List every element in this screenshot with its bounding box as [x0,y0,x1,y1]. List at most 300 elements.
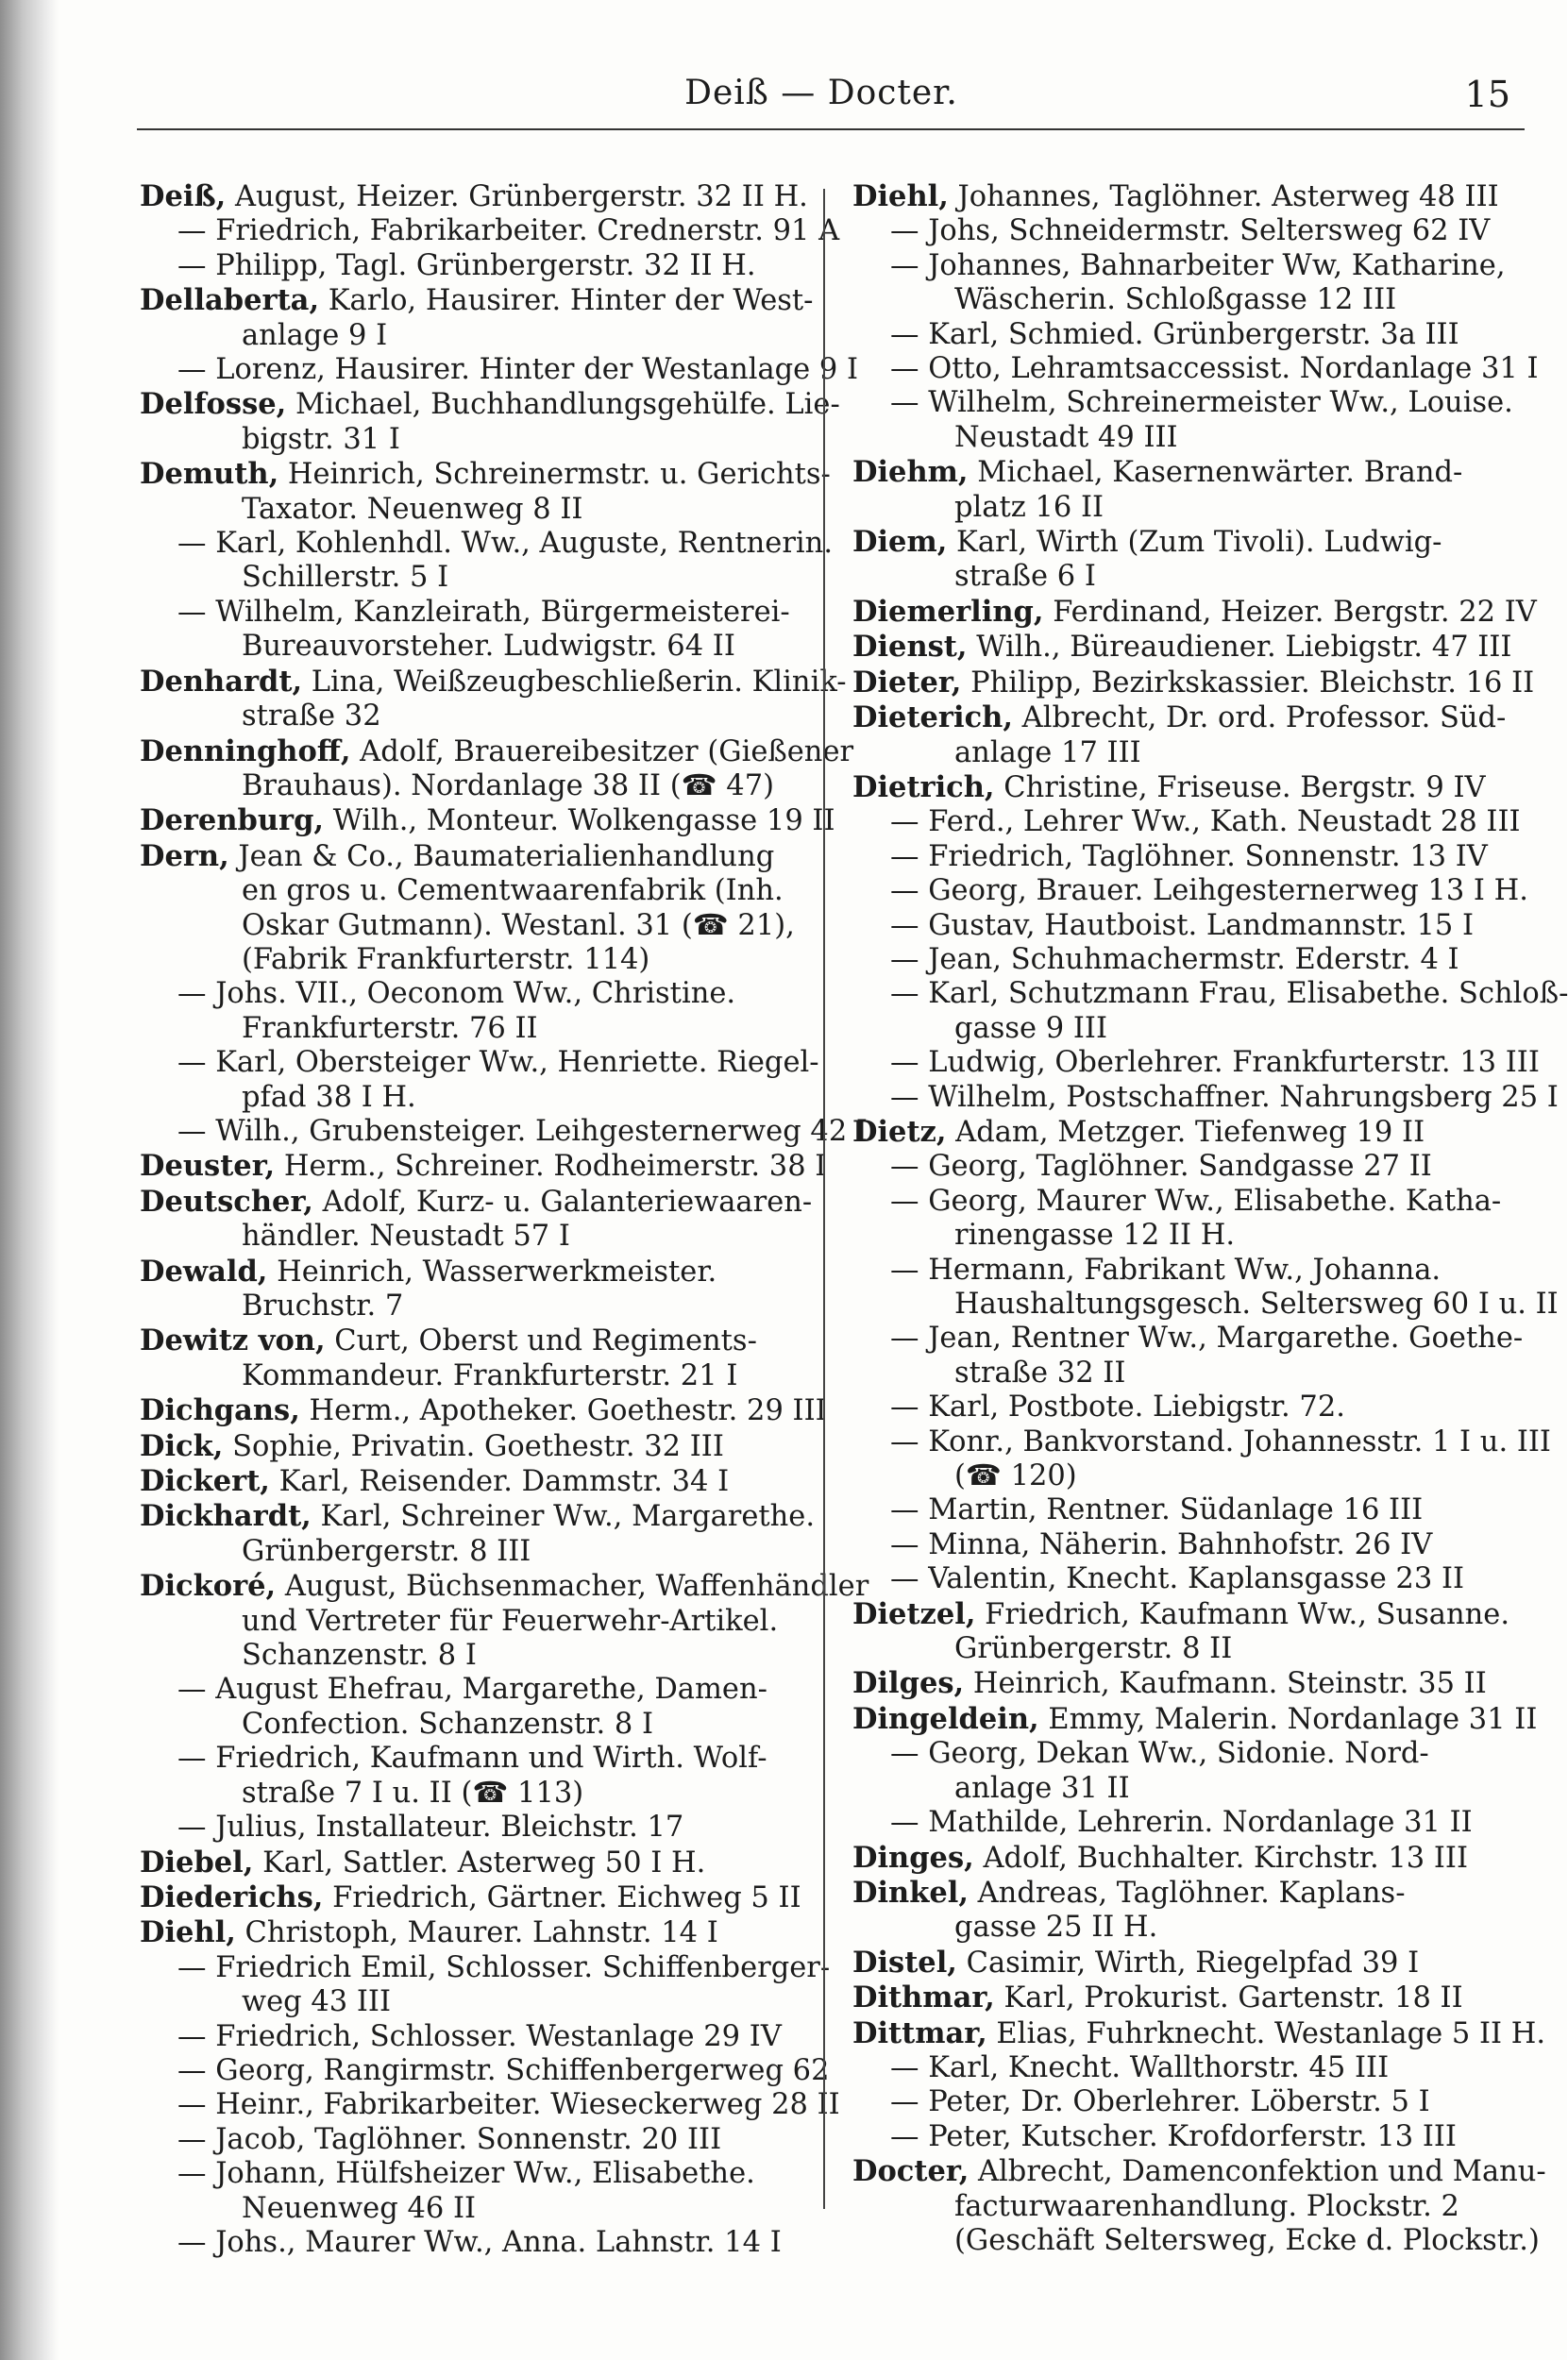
directory-entry [140,2157,801,2226]
entry-surname: Dichgans, [140,1393,300,1428]
entry-line [852,352,1539,386]
entry-text: — Hermann, Fabrikant Ww., Johanna. [890,1253,1442,1287]
entry-line [852,1080,1559,1115]
entry-surname: Diederichs, [140,1880,324,1914]
entry-text: straße 6 I [954,560,1096,594]
entry-line [852,977,1568,1011]
directory-entry [140,2088,840,2122]
entry-line [852,1632,1532,1666]
entry-text: Lina, Weißzeugbeschließerin. Klinik- [311,665,847,699]
entry-line [852,2190,1532,2224]
entry-line [852,1701,1538,1737]
entry-line [852,2120,1532,2154]
entry-line [852,560,1532,594]
entry-surname: Dithmar, [852,1981,995,2015]
directory-entry [140,2020,801,2054]
entry-line [852,1806,1532,1840]
entry-surname: Dietzel, [852,1596,976,1631]
entry-text: — Valentin, Knecht. Kaplansgasse 23 II [890,1562,1465,1596]
column-divider [823,189,825,2209]
directory-entry [140,1184,813,1255]
entry-line [852,1911,1532,1945]
page-header [132,74,1510,121]
entry-text: Oskar Gutmann). Westanl. 31 (☎ 21), [242,908,795,942]
directory-entry [852,2085,1532,2119]
running-title: Deiß — Docter. [684,74,958,112]
directory-entry [140,214,840,248]
directory-entry [852,1841,1532,1876]
entry-line [852,1012,1532,1046]
entry-line [852,594,1537,630]
entry-line [140,493,801,527]
entry-text: Adolf, Brauereibesitzer (Gießener [360,734,854,768]
entry-line [852,1115,1532,1150]
entry-text: — Jean, Rentner Ww., Margarethe. Goethe- [890,1322,1524,1356]
entry-surname: Dieterich, [852,700,1013,735]
entry-text: Karlo, Hausirer. Hinter der West- [328,284,814,318]
entry-surname: Diem, [852,525,948,560]
entry-line [852,2085,1532,2119]
entry-line [140,909,801,943]
entry-line [852,2154,1546,2189]
entry-line [140,1464,801,1499]
entry-line [852,1357,1532,1391]
entry-line [852,1876,1532,1911]
directory-entry [852,1046,1540,1080]
entry-surname: Distel, [852,1945,957,1980]
entry-line [852,386,1532,420]
directory-entry [140,1569,869,1673]
directory-entry [140,1915,801,1950]
entry-text: Karl, Prokurist. Gartenstr. 18 II [1003,1981,1463,2015]
entry-line [140,1046,819,1080]
entry-surname: Dietrich, [852,769,995,804]
entry-surname: Delfosse, [140,387,287,422]
entry-text: Brauhaus). Nordanlage 38 II (☎ 47) [242,768,775,802]
entry-text: — Johs, Schneidermstr. Seltersweg 62 IV [890,214,1491,248]
entry-text: Neuenweg 46 II [242,2191,477,2225]
entry-line [140,249,801,283]
entry-surname: Diehm, [852,455,969,490]
entry-text: (Geschäft Seltersweg, Ecke d. Plockstr.) [954,2223,1540,2257]
entry-text: Friedrich, Gärtner. Eichweg 5 II [332,1880,801,1914]
entry-text: — Friedrich, Schlosser. Westanlage 29 IV [177,2019,782,2053]
directory-entry [140,283,814,353]
entry-surname: Dickert, [140,1464,270,1499]
directory-entry [852,1115,1532,1150]
entry-surname: Dinkel, [852,1875,969,1910]
directory-entry [852,770,1532,805]
entry-text: facturwaarenhandlung. Plockstr. 2 [954,2189,1459,2223]
entry-text: Sophie, Privatin. Goethestr. 32 III [232,1429,724,1463]
entry-surname: Diehl, [140,1915,236,1950]
entry-surname: Dienst, [852,630,968,665]
entry-line [852,1772,1532,1806]
entry-text: rinengasse 12 II H. [954,1219,1236,1253]
entry-text: — Philipp, Tagl. Grünbergerstr. 32 II H. [177,248,756,282]
directory-entry [140,1950,831,2020]
entry-line [852,874,1532,908]
directory-entry [140,527,834,596]
directory-entry [852,525,1532,595]
entry-text: — Karl, Postbote. Liebigstr. 72. [890,1391,1345,1424]
directory-entry [852,977,1568,1046]
entry-surname: Deuster, [140,1149,276,1184]
directory-entry [852,909,1532,943]
entry-line [852,1737,1532,1771]
entry-text: — Ferd., Lehrer Ww., Kath. Neustadt 28 III [890,805,1521,839]
entry-text: — Friedrich, Kaufmann und Wirth. Wolf- [177,1742,767,1776]
entry-line [852,1322,1532,1356]
entry-line [852,770,1532,805]
entry-line [852,1391,1532,1424]
entry-line [140,1012,801,1046]
directory-entry [852,1185,1532,1254]
entry-surname: Dieter, [852,665,962,700]
directory-entry [852,943,1532,977]
entry-text: Adam, Metzger. Tiefenweg 19 II [955,1115,1425,1149]
entry-line [140,1323,801,1358]
entry-text: weg 43 III [242,1985,392,2019]
entry-line [852,1946,1532,1981]
entry-text: Karl, Wirth (Zum Tivoli). Ludwig- [956,526,1442,560]
directory-entry [140,2053,830,2088]
entry-line [140,387,840,422]
entry-line [140,457,831,492]
entry-line [140,2123,801,2157]
entry-text: — Johs., Maurer Ww., Anna. Lahnstr. 14 I [177,2225,782,2259]
directory-entry [140,1464,801,1499]
entry-line [140,1535,801,1569]
directory-entry [852,455,1532,525]
entry-text: Haushaltungsgesch. Seltersweg 60 I u. II [954,1288,1559,1321]
directory-entry [852,805,1532,839]
entry-text: Karl, Schreiner Ww., Margarethe. [320,1500,816,1534]
entry-text: Michael, Buchhandlungsgehülfe. Lie- [295,388,840,422]
entry-text: August, Büchsenmacher, Waffenhändler [284,1570,869,1604]
entry-line [140,1393,827,1428]
entry-surname: Dilges, [852,1666,965,1701]
entry-line [852,1459,1532,1493]
entry-text: — Karl, Schutzmann Frau, Elisabethe. Schloß- [890,977,1568,1011]
entry-line [140,1569,869,1604]
entry-text: — Karl, Knecht. Wallthorstr. 45 III [890,2050,1390,2084]
entry-text: — Otto, Lehramtsaccessist. Nordanlage 31 I [890,352,1539,386]
directory-entry [852,318,1532,352]
entry-line [140,1290,801,1323]
entry-text: Taxator. Neuenweg 8 II [242,492,583,526]
directory-entry [852,2154,1546,2258]
entry-text: Jean & Co., Baumaterialienhandlung [238,839,775,873]
entry-text: Grünbergerstr. 8 III [242,1534,531,1568]
directory-entry [140,596,801,665]
entry-text: — Georg, Rangirmstr. Schiffenbergerweg 62 [177,2053,830,2087]
entry-line [852,1666,1532,1701]
entry-text: Elias, Fuhrknecht. Westanlage 5 II H. [996,2016,1546,2050]
directory-entry [852,1876,1532,1946]
entry-line [852,1046,1540,1080]
left-column [140,179,869,2260]
directory-entry [140,1429,801,1464]
entry-text: — Wilhelm, Schreinermeister Ww., Louise. [890,386,1513,420]
entry-line [852,2051,1532,2085]
directory-entry [852,1528,1532,1562]
entry-line [852,1597,1532,1632]
entry-line [140,1081,801,1115]
entry-text: — Peter, Kutscher. Krofdorferstr. 13 III [890,2119,1457,2153]
entry-line [140,1880,801,1915]
directory-entry [140,1393,827,1428]
directory-entry [140,2226,801,2260]
directory-entry [140,387,840,457]
directory-entry [140,977,801,1046]
entry-line [140,1255,801,1290]
entry-text: — August Ehefrau, Margarethe, Damen- [177,1673,767,1707]
entry-line [140,319,801,353]
entry-line [140,214,840,248]
directory-entry [852,1597,1532,1667]
entry-line [852,1528,1532,1562]
directory-entry [852,386,1532,455]
entry-surname: Dittmar, [852,2015,987,2050]
entry-text: Frankfurterstr. 76 II [242,1011,538,1045]
entry-text: gasse 25 II H. [954,1911,1158,1945]
entry-surname: Dick, [140,1428,224,1463]
entry-text: straße 7 I u. II (☎ 113) [242,1776,584,1810]
entry-text: anlage 17 III [954,735,1141,769]
entry-text: — Jean, Schuhmachermstr. Ederstr. 4 I [890,942,1459,976]
entry-text: — Julius, Installateur. Bleichstr. 17 [177,1811,684,1845]
entry-line [140,1811,801,1845]
directory-entry [140,1673,801,1742]
entry-line [140,2192,801,2226]
entry-line [140,1950,831,1985]
entry-text: und Vertreter für Feuerwehr-Artikel. [242,1604,779,1638]
entry-line [140,1149,827,1184]
entry-text: Karl, Sattler. Asterweg 50 I H. [262,1846,706,1880]
entry-line [140,803,835,838]
directory-entry [852,1150,1532,1184]
entry-surname: Deutscher, [140,1184,313,1219]
entry-text: Emmy, Malerin. Nordanlage 31 II [1048,1702,1538,1736]
directory-entry [140,1811,801,1845]
entry-text: gasse 9 III [954,1011,1108,1045]
entry-text: Wilh., Monteur. Wolkengasse 19 II [332,804,835,838]
entry-text: — Georg, Dekan Ww., Sidonie. Nord- [890,1737,1429,1771]
entry-line [852,1150,1532,1184]
entry-text: — Georg, Taglöhner. Sandgasse 27 II [890,1150,1432,1184]
entry-line [140,353,859,387]
directory-entry [852,630,1532,665]
entry-text: — Karl, Kohlenhdl. Ww., Auguste, Rentnerin. [177,527,834,561]
entry-surname: Dietz, [852,1114,947,1149]
entry-text: händler. Neustadt 57 I [242,1220,570,1254]
entry-text: Adolf, Buchhalter. Kirchstr. 13 III [983,1841,1469,1875]
entry-text: Schillerstr. 5 I [242,561,449,595]
entry-line [140,561,801,595]
entry-text: — Johs. VII., Oeconom Ww., Christine. [177,977,736,1011]
entry-text: Heinrich, Kaufmann. Steinstr. 35 II [972,1667,1487,1701]
directory-entry [852,1981,1532,2015]
entry-text: Michael, Kasernenwärter. Brand- [977,456,1463,490]
entry-line [140,423,801,457]
entry-line [852,283,1532,317]
entry-line [852,1288,1559,1322]
directory-entry [852,214,1532,248]
entry-line [852,1562,1532,1596]
entry-text: — Karl, Obersteiger Ww., Henriette. Riegel- [177,1046,819,1080]
entry-line [140,1429,801,1464]
entry-line [140,2020,801,2054]
directory-entry [852,1424,1551,1494]
entry-text: Albrecht, Damenconfektion und Manu- [978,2155,1546,2189]
entry-line [140,527,834,561]
entry-surname: Dickoré, [140,1569,277,1604]
entry-line [852,1254,1532,1288]
entry-surname: Dellaberta, [140,283,320,318]
entry-line [852,2223,1540,2258]
directory-entry [852,1806,1532,1840]
entry-line [852,1493,1532,1527]
entry-line [852,840,1532,874]
entry-surname: Dickhardt, [140,1499,312,1534]
directory-entry [852,2120,1532,2154]
entry-text: — Peter, Dr. Oberlehrer. Löberstr. 5 I [890,2085,1430,2119]
entry-line [852,1841,1532,1876]
entry-surname: Dewitz von, [140,1323,326,1358]
entry-text: en gros u. Cementwaarenfabrik (Inh. [242,874,784,908]
entry-line [852,1424,1551,1459]
directory-entry [140,733,854,804]
entry-text: (☎ 120) [954,1459,1077,1493]
entry-line [140,664,847,700]
entry-line [852,249,1532,283]
entry-text: Christoph, Maurer. Lahnstr. 14 I [244,1916,718,1950]
entry-line [852,318,1532,352]
entry-line [140,1220,801,1254]
entry-text: — Karl, Schmied. Grünbergerstr. 3a III [890,317,1459,351]
header-rule [137,128,1525,130]
entry-surname: Diemerling, [852,594,1044,629]
entry-text: — Johann, Hülfsheizer Ww., Elisabethe. [177,2157,755,2191]
directory-entry [852,1493,1532,1527]
entry-line [852,1185,1532,1219]
entry-line [140,733,854,769]
entry-line [140,1114,868,1149]
entry-text: — Georg, Maurer Ww., Elisabethe. Katha- [890,1184,1502,1218]
directory-entry [140,2123,801,2157]
directory-entry [140,839,801,978]
entry-surname: Docter, [852,2154,969,2189]
entry-surname: Deiß, [140,179,227,213]
entry-text: Bureauvorsteher. Ludwigstr. 64 II [242,630,735,664]
directory-entry [852,594,1537,630]
entry-line [140,1673,801,1707]
entry-line [852,491,1532,525]
entry-line [852,525,1532,560]
entry-text: — Friedrich, Fabrikarbeiter. Crednerstr. 91 A [177,214,840,248]
entry-line [140,283,814,318]
entry-text: (Fabrik Frankfurterstr. 114) [242,942,650,976]
entry-text: Wäscherin. Schloßgasse 12 III [954,283,1397,317]
directory-entry [140,179,808,214]
entry-text: Andreas, Taglöhner. Kaplans- [977,1876,1406,1910]
entry-text: Casimir, Wirth, Riegelpfad 39 I [966,1946,1420,1980]
entry-text: anlage 9 I [242,318,388,352]
entry-surname: Dern, [140,838,229,873]
entry-text: Herm., Apotheker. Goethestr. 29 III [309,1394,827,1428]
entry-text: — Lorenz, Hausirer. Hinter der Westanlage 9 I [177,353,859,387]
entry-line [852,421,1532,455]
entry-line [852,630,1532,665]
entry-line [140,1639,801,1673]
entry-line [140,2226,801,2260]
directory-entry [852,665,1535,700]
directory-entry [852,874,1532,908]
directory-entry [140,1323,801,1393]
entry-surname: Diebel, [140,1845,254,1880]
entry-text: Kommandeur. Frankfurterstr. 21 I [242,1358,738,1392]
entry-text: Albrecht, Dr. ord. Professor. Süd- [1021,701,1507,735]
page-gutter-shadow [0,0,59,2360]
entry-text: — Georg, Brauer. Leihgesternerweg 13 I H. [890,874,1528,908]
directory-entry [852,700,1532,770]
right-column [852,179,1568,2258]
entry-text: Schanzenstr. 8 I [242,1639,477,1673]
page-number: 15 [1464,74,1510,115]
entry-line [852,214,1532,248]
directory-entry [852,1737,1532,1806]
entry-text: — Martin, Rentner. Südanlage 16 III [890,1493,1424,1527]
directory-entry [852,840,1532,874]
entry-surname: Diehl, [852,179,949,213]
entry-text: Philipp, Bezirkskassier. Bleichstr. 16 II [970,666,1535,700]
entry-line [140,874,801,908]
directory-entry [140,1149,827,1184]
directory-entry [852,1391,1532,1424]
entry-text: — Wilhelm, Postschaffner. Nahrungsberg 25 I [890,1080,1559,1114]
entry-line [140,1777,801,1811]
entry-text: August, Heizer. Grünbergerstr. 32 II H. [234,180,808,213]
entry-text: straße 32 II [954,1356,1126,1390]
directory-entry [852,2051,1532,2085]
entry-text: — Johannes, Bahnarbeiter Ww, Katharine, [890,248,1506,282]
entry-text: pfad 38 I H. [242,1080,416,1114]
entry-text: Confection. Schanzenstr. 8 I [242,1707,654,1741]
entry-line [140,179,808,214]
entry-surname: Dinges, [852,1840,974,1875]
entry-surname: Dingeldein, [852,1701,1039,1736]
entry-line [852,179,1532,214]
entry-text: Herm., Schreiner. Rodheimerstr. 38 I [283,1150,827,1184]
directory-entry [140,353,859,387]
entry-text: — Friedrich Emil, Schlosser. Schiffenberger- [177,1950,831,1984]
entry-surname: Dewald, [140,1254,268,1289]
entry-text: Heinrich, Wasserwerkmeister. [277,1255,717,1289]
entry-text: — Wilhelm, Kanzleirath, Bürgermeisterei- [177,595,790,629]
directory-entry [140,457,831,527]
entry-text: straße 32 [242,700,381,733]
directory-entry [140,1114,868,1149]
directory-entry [140,664,847,734]
entry-text: — Gustav, Hautboist. Landmannstr. 15 I [890,908,1474,942]
entry-surname: Derenburg, [140,803,325,838]
entry-text: Johannes, Taglöhner. Asterweg 48 III [957,180,1499,213]
directory-entry [140,803,835,838]
entry-text: anlage 31 II [954,1771,1130,1805]
entry-line [140,769,801,803]
directory-entry [852,1562,1532,1596]
